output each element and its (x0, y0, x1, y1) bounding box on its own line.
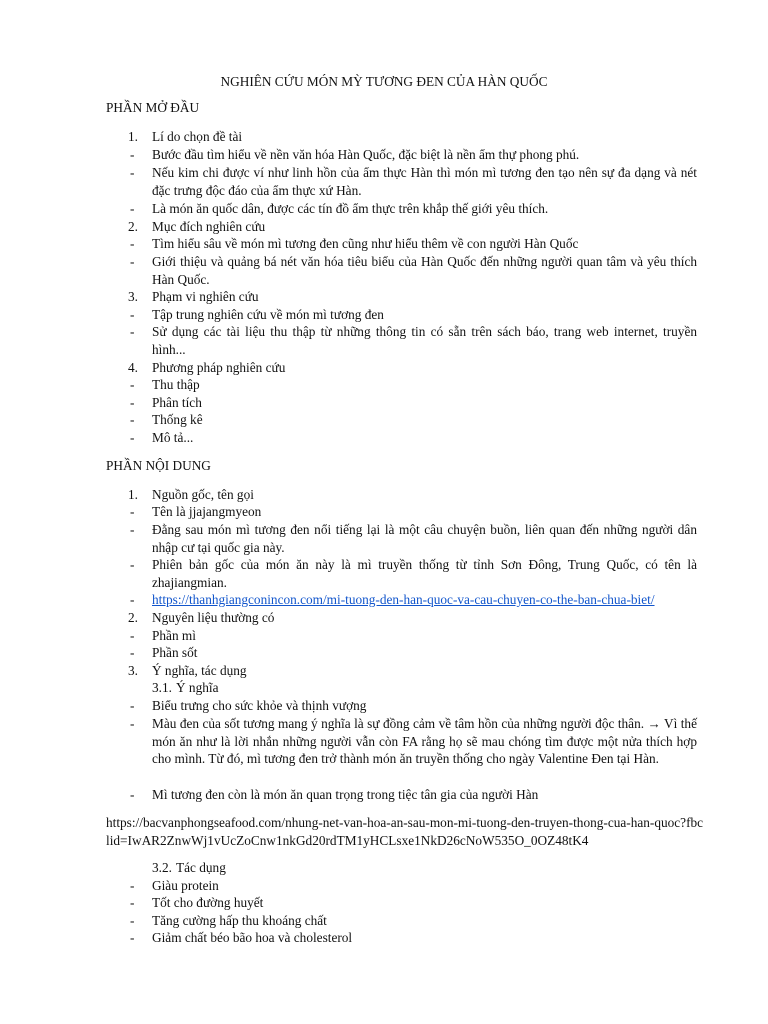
bullet-dash: - (130, 930, 135, 945)
list-item: Phân tích (152, 395, 202, 410)
subheading-meaning-effect: Ý nghĩa, tác dụng (152, 663, 247, 678)
bullet-dash: - (130, 395, 135, 410)
subheading-purpose: Mục đích nghiên cứu (152, 219, 266, 234)
list-item: Giàu protein (152, 878, 219, 893)
bullet-dash: - (130, 254, 135, 269)
list-number: 3.2. (152, 860, 172, 875)
list-item: Tập trung nghiên cứu về món mì tương đen (152, 307, 384, 322)
list-item: Thu thập (152, 377, 200, 392)
bullet-dash: - (130, 716, 135, 731)
list-number: 3.1. (152, 680, 172, 695)
bullet-dash: - (130, 913, 135, 928)
list-item: Mô tả... (152, 430, 194, 445)
list-item: Tăng cường hấp thu khoáng chất (152, 913, 327, 928)
subheading-method: Phương pháp nghiên cứu (152, 360, 286, 375)
list-item: Mì tương đen còn là món ăn quan trọng trong tiệc tân gia của người Hàn (152, 787, 539, 802)
list-item: Biểu trưng cho sức khỏe và thịnh vượng (152, 698, 367, 713)
bullet-dash: - (130, 878, 135, 893)
bullet-dash: - (130, 307, 135, 322)
list-item: Giới thiệu và quảng bá nét văn hóa tiêu biểu của Hàn Quốc đến những người quan tâm và yêu thích Hàn Quốc. (152, 254, 697, 287)
list-item: Phần sốt (152, 645, 198, 660)
heading-intro: PHẦN MỞ ĐẦU (106, 100, 200, 115)
list-number: 1. (128, 129, 138, 144)
list-number: 3. (128, 289, 138, 304)
bullet-dash: - (130, 412, 135, 427)
list-number: 3. (128, 663, 138, 678)
bullet-dash: - (130, 377, 135, 392)
list-number: 4. (128, 360, 138, 375)
bullet-dash: - (130, 201, 135, 216)
list-number: 2. (128, 610, 138, 625)
list-item: Phiên bản gốc của món ăn này là mì truyền thống từ tỉnh Sơn Đông, Trung Quốc, có tên là zhajiangmian. (152, 557, 697, 590)
bullet-dash: - (130, 645, 135, 660)
bullet-dash: - (130, 430, 135, 445)
bullet-dash: - (130, 628, 135, 643)
bullet-dash: - (130, 592, 135, 607)
heading-content: PHẦN NỘI DUNG (106, 458, 211, 473)
list-item: Thống kê (152, 412, 203, 427)
list-item: Tốt cho đường huyết (152, 895, 264, 910)
list-item: Tìm hiểu sâu về món mì tương đen cũng như hiểu thêm về con người Hàn Quốc (152, 236, 579, 251)
list-item: Là món ăn quốc dân, được các tín đồ ẩm thực trên khắp thế giới yêu thích. (152, 201, 549, 216)
list-item: Phần mì (152, 628, 196, 643)
bullet-dash: - (130, 895, 135, 910)
list-item: Đằng sau món mì tương đen nổi tiếng lại là một câu chuyện buồn, liên quan đến những người dân nhập cư tại quốc gia này. (152, 522, 697, 555)
subheading-origin: Nguồn gốc, tên gọi (152, 487, 254, 502)
bullet-dash: - (130, 787, 135, 802)
list-item: Nếu kim chi được ví như linh hồn của ẩm thực Hàn thì món mì tương đen tạo nên sự đa dạng và nét đặc trưng độc đáo của ẩm thực xứ Hàn. (152, 165, 697, 198)
list-item: Bước đầu tìm hiểu về nền văn hóa Hàn Quốc, đặc biệt là nền ẩm thự phong phú. (152, 147, 580, 162)
bullet-dash: - (130, 324, 135, 339)
list-number: 1. (128, 487, 138, 502)
list-item: Màu đen của sốt tương mang ý nghĩa là sự đồng cảm về tâm hồn của những người độc thân. → Vì thế món ăn như là lời nhắn những người vẫn còn FA rằng họ sẽ mau chóng tìm được một nửa thích hợp cho mình. Từ đó, mì tương đen trở thành món ăn truyền thống cho ngày Valentine Đen tại Hàn. (152, 716, 697, 767)
subheading-scope: Phạm vi nghiên cứu (152, 289, 259, 304)
bullet-dash: - (130, 165, 135, 180)
list-item: Giảm chất béo bão hoa và cholesterol (152, 930, 353, 945)
subheading-meaning: Ý nghĩa (176, 680, 219, 695)
bullet-dash: - (130, 504, 135, 519)
document-title: NGHIÊN CỨU MÓN MỲ TƯƠNG ĐEN CỦA HÀN QUỐC (220, 74, 548, 89)
list-item: Tên là jjajangmyeon (152, 504, 262, 519)
bullet-dash: - (130, 522, 135, 537)
source-url-text: https://bacvanphongseafood.com/nhung-net-van-hoa-an-sau-mon-mi-tuong-den-truyen-thong-cua-han-quoc?fbclid=IwAR2ZnwWj1vUcZoCnw1nkGd20rdTM1yHCLsxe1NkD26cNoW535O_0OZ48tK4 (106, 815, 704, 848)
subheading-reason: Lí do chọn đề tài (152, 129, 243, 144)
list-item: Sử dụng các tài liệu thu thập từ những thông tin có sẵn trên sách báo, trang web internet, truyền hình... (152, 324, 697, 357)
subheading-effect: Tác dụng (176, 860, 226, 875)
list-number: 2. (128, 219, 138, 234)
source-link[interactable]: https://thanhgiangconincon.com/mi-tuong-den-han-quoc-va-cau-chuyen-co-the-ban-chua-biet/ (152, 592, 655, 607)
bullet-dash: - (130, 698, 135, 713)
bullet-dash: - (130, 557, 135, 572)
bullet-dash: - (130, 147, 135, 162)
subheading-ingredients: Nguyên liệu thường có (152, 610, 275, 625)
bullet-dash: - (130, 236, 135, 251)
